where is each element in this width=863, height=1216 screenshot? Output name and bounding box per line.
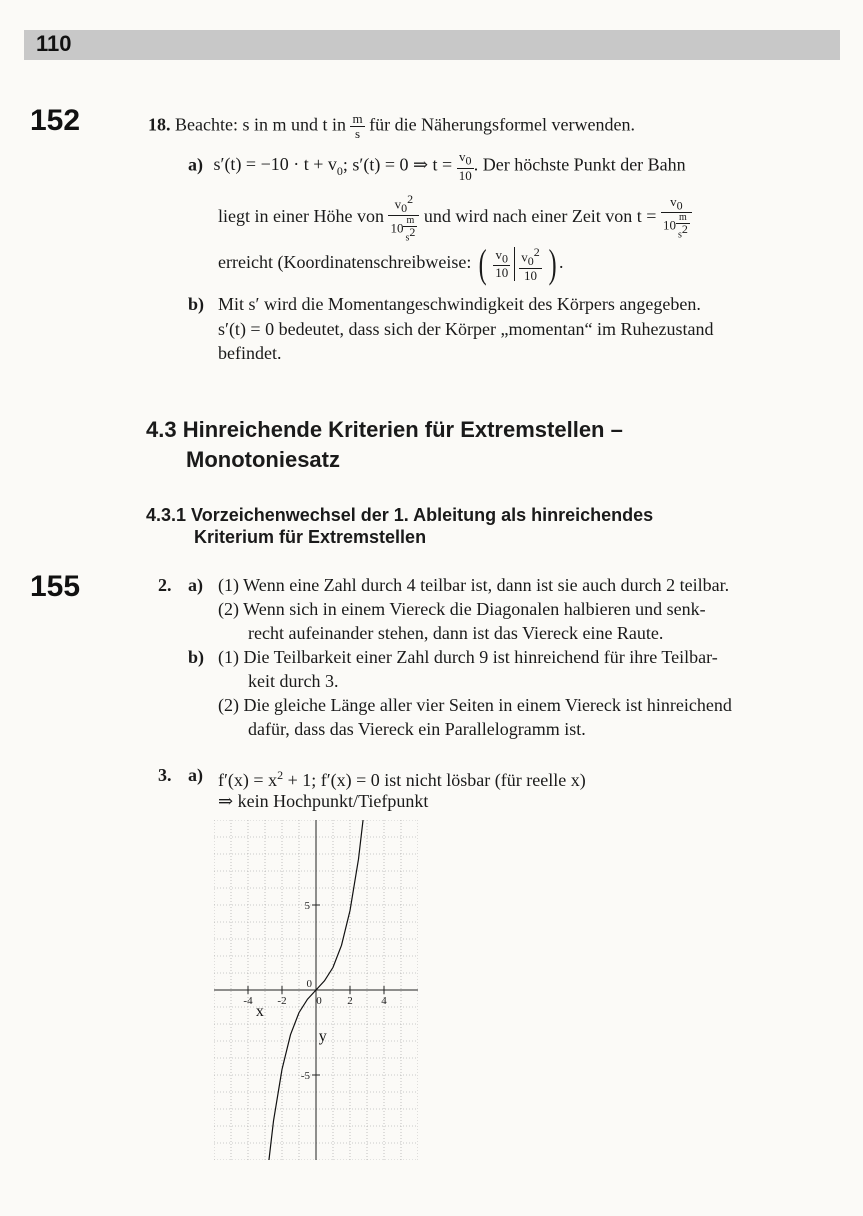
section-heading-4-3: 4.3 Hinreichende Kriterien für Extremstellen – (146, 417, 623, 442)
origin-label: 0 (306, 978, 312, 990)
ex2-b2-line2: dafür, dass das Viereck ein Parallelogramm ist. (248, 719, 586, 739)
x-tick-label: 4 (381, 995, 387, 1007)
function-graph (214, 820, 418, 1160)
subsection-heading-4-3-1: 4.3.1 Vorzeichenwechsel der 1. Ableitung als hinreichendes (146, 505, 654, 525)
fraction: $\frac{v_0}{10}$ (458, 149, 472, 183)
x-tick-label: -4 (243, 995, 253, 1007)
subsection-heading-4-3-1-line2: Kriterium für Extremstellen (194, 527, 427, 547)
y-tick-label: -5 (300, 1070, 310, 1082)
x-tick-label: -2 (277, 995, 287, 1007)
x-tick-label: 0 (316, 995, 322, 1007)
ex2-a2-line2: recht aufeinander stehen, dann ist das Viereck eine Raute. (248, 623, 664, 643)
y-tick-label: 5 (304, 900, 310, 912)
part-a-line1: a) $s'(t) = -10 \cdot t + v_0$; s′(t) = 0 ⇒ t = $\frac{v_0}{10}$ . Der höchste Punkt der Bahn (188, 149, 686, 183)
part-a-line3: erreicht (Koordinatenschreibweise: ( $\frac{v_0}{10}$ $\frac{v_0^2}{10}$ ) . (218, 241, 564, 286)
exercise-text: für die Näherungsformel verwenden. (369, 114, 636, 135)
part-b-line1: Mit s′ wird die Momentangeschwindigkeit des Körpers angegeben. (218, 294, 701, 314)
ex2-a1: (1) Wenn eine Zahl durch 4 teilbar ist, dann ist sie auch durch 2 teilbar. (218, 575, 730, 595)
part-a-label: a) (188, 765, 203, 785)
part-b-line2: s′(t) = 0 bedeutet, dass sich der Körper „momentan“ im Ruhezustand (218, 319, 714, 339)
height-fraction: $v_0^2$ 10 $\frac{m}{s^2}$ (388, 192, 419, 243)
part-b-label: b) (188, 647, 205, 667)
time-fraction: $v_0$ 10 $\frac{m}{s^2}$ (661, 195, 692, 241)
unit-fraction: $\frac{m}{s}$ (352, 111, 363, 141)
section-heading-4-3-line2: Monotoniesatz (186, 447, 340, 472)
x-axis-label: x (255, 1003, 264, 1020)
ex3-line2: ⇒ kein Hochpunkt/Tiefpunkt (218, 791, 429, 811)
ex2-b1-line2: keit durch 3. (248, 671, 339, 691)
ex2-b2-line1: (2) Die gleiche Länge aller vier Seiten in einem Viereck ist hinreichend (218, 695, 732, 715)
page-number: 110 (36, 31, 72, 56)
part-b-label: b) (188, 294, 205, 314)
ex2-a2-line1: (2) Wenn sich in einem Viereck die Diagonalen halbieren und senk- (218, 599, 706, 619)
coordinate-vector: $\frac{v_0}{10}$ $\frac{v_0^2}{10}$ (495, 245, 540, 283)
ex2-b1-line1: (1) Die Teilbarkeit einer Zahl durch 9 ist hinreichend für ihre Teilbar- (218, 647, 718, 667)
part-a-line2: liegt in einer Höhe von $v_0^2$ 10 $\frac{m}{s^2}$ und wird nach einer Zeit von t = $v_0$ 10 $\frac{m}{s^2}$ (218, 192, 692, 243)
x-tick-label: 2 (347, 995, 353, 1007)
margin-label-152: 152 (30, 104, 81, 137)
margin-label-155: 155 (30, 570, 81, 603)
y-axis-label: y (318, 1028, 327, 1045)
part-a-label: a) (188, 575, 203, 595)
exercise-number: 2. (158, 575, 172, 595)
exercise-text: Beachte: s in m und t in (175, 114, 346, 135)
exercise-18 (148, 112, 635, 141)
exercise-number: 18. (148, 114, 171, 135)
ex3-line1: $f'(x) = x^2 + 1$; f′(x) = 0 ist nicht lösbar (für reelle x) (218, 768, 586, 790)
page-header-bar (24, 30, 840, 60)
exercise-number: 3. (158, 765, 172, 785)
part-b-line3: befindet. (218, 343, 282, 363)
